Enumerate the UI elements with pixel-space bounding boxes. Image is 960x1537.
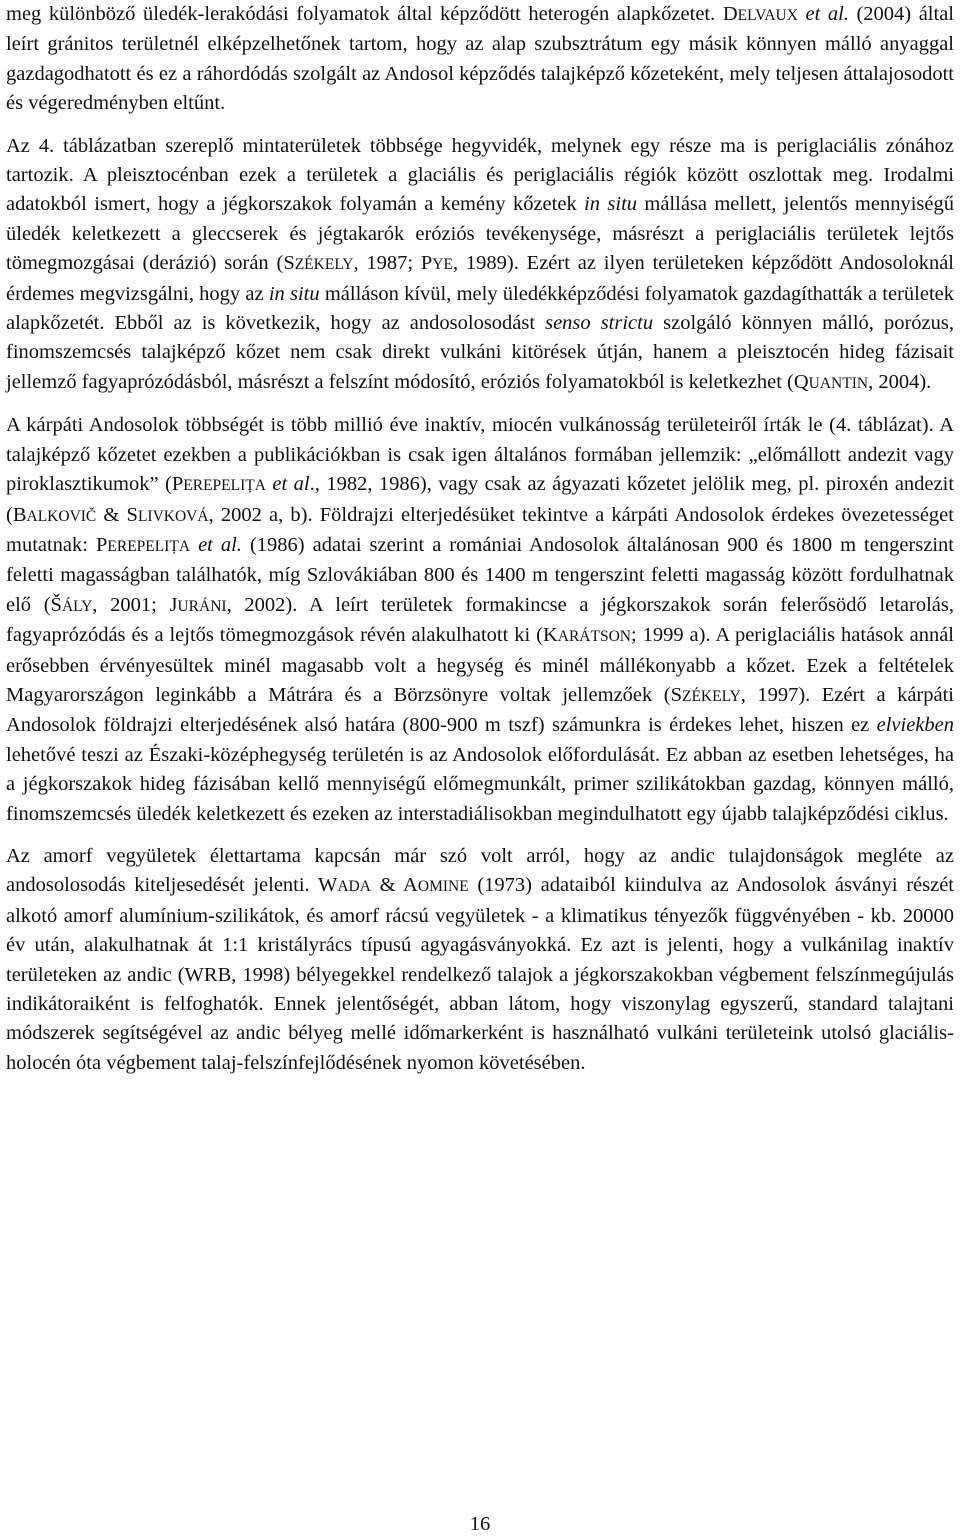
author-smallcaps: ELVAUX: [737, 7, 798, 24]
author-smallcaps: LIVKOVÁ: [137, 507, 209, 525]
author-smallcaps: UANTIN: [808, 374, 869, 392]
text-run: , 2001; J: [92, 593, 178, 616]
text-run: Q: [793, 370, 809, 393]
text-run: meg különböző üledék-lerakódási folyamatok által képződött heterogén alapkőzetet.: [6, 3, 723, 25]
italic-term: in situ: [268, 282, 320, 305]
text-run: D: [722, 3, 738, 25]
author-smallcaps: ÁLY: [61, 597, 93, 615]
author-smallcaps: ARÁTSON: [557, 628, 631, 646]
text-run: , 1997). Ezért a kárpáti Andosolok földrajzi elterjedésének alsó határa (800-900 m tszf) számunkra is érdekes lehet, hiszen ez: [6, 683, 954, 737]
italic-term: senso strictu: [545, 312, 654, 335]
text-run: B: [12, 503, 27, 526]
text-run: K: [542, 624, 558, 647]
italic-term: et al.: [198, 533, 242, 556]
text-run: lehetővé teszi az Északi-középhegység területén is az Andosolok előfordulását. Ez abban az esetben lehetséges, ha a jégkorszakok hideg fázisában kellő mennyiségű előmegmunkált, primer szilikátokban gazdag, könnyen málló, finomszemcsés üledék keletkezett és ezeken az interstadiálisokban megindulhatott egy újabb talajképződési ciklus.: [6, 743, 954, 825]
italic-term: in situ: [584, 193, 638, 216]
paragraph-gap: [6, 119, 954, 132]
author-smallcaps: ALKOVIČ: [26, 507, 97, 525]
paragraph-2: [6, 132, 954, 399]
text-run: & S: [96, 503, 138, 526]
paragraph-gap: [6, 829, 954, 842]
author-smallcaps: EREPELIȚA: [183, 477, 266, 495]
text-run: & A: [370, 874, 418, 897]
text-run: mállása mellett, jelentős mennyiségű üledék keletkezett a gleccserek és jégtakarók eróziós tevékenysége, másrészt a periglaciális területek lejtős tömegmozgásai (derázió) során (: [6, 193, 954, 275]
italic-term: elviekben: [876, 714, 954, 737]
author-smallcaps: YE: [432, 256, 453, 274]
author-smallcaps: EREPELIȚA: [107, 537, 191, 555]
text-run: (2004) által leírt gránitos területnél elképzelhetőnek tartom, hogy az alap szubsztrátum egy másik könnyen málló anyaggal gazdagodhatott és ez a ráhordódás szolgált az Andosol képződés talajképző kőzeteként, mely teljesen áttalajosodott és végeredményben eltűnt.: [6, 3, 954, 115]
text-run: , 2002 a, b). Földrajzi elterjedésüket tekintve a kárpáti Andosolok érdekes övezetességet mutatnak: P: [6, 503, 954, 556]
page-number: 16: [469, 1513, 491, 1535]
text-run: málláson kívül, mely üledékképződési folyamatok gazdagíthatták a területek alapkőzetét. Ebből az is következik, hogy az andosolosodást: [6, 282, 954, 335]
author-smallcaps: OMINE: [417, 878, 469, 896]
text-run: P: [171, 473, 184, 496]
text-run: , 2004).: [868, 370, 932, 393]
paragraph-3: [6, 411, 954, 829]
text-run: [190, 534, 198, 556]
author-smallcaps: ZÉKELY: [294, 256, 354, 274]
italic-term: et al.: [805, 3, 849, 25]
paragraph-4: [6, 842, 954, 1078]
text-run: S: [670, 683, 682, 706]
text-run: S: [283, 252, 295, 275]
text-run: (1986) adatai szerint a romániai Andosolok általánosan 900 és 1800 m tengerszint feletti magasságban találhatók, míg Szlovákiában 800 és 1400 m tengerszint feletti magasság között fordulhatnak elő (Š: [6, 533, 954, 616]
paragraph-gap: [6, 398, 954, 411]
document-body: [6, 0, 954, 1078]
paragraph-1: [6, 0, 954, 119]
text-run: , 1987; P: [353, 252, 433, 275]
text-run: (1973) adataiból kiindulva az Andosolok ásványi részét alkotó amorf alumínium-szilikátok, és amorf rácsú vegyületek - a klimatikus tényezők függvényében - kb. 20000 év után, alakulhatnak át 1:1 kristályrács típusú agyagásványokká. Ez azt is jelenti, hogy a vulkánilag inaktív területeken az andic (WRB, 1998) bélyegekkel rendelkező talajok a jégkorszakokban végbement felszínmegújulás indikátoraiként is felfoghatók. Ennek jelentőségét, abban látom, hogy viszonylag egyszerű, standard talajtani módszerek segítségével az andic bélyeg mellé időmarkerként is használható vulkáni területeink utolsó glaciális- holocén óta végbement talaj-felszínfejlődésének nyomon követésében.: [6, 874, 955, 1074]
text-run: A kárpáti Andosolok többségét is több millió éve inaktív, miocén vulkánosság területeiről írták le (4. táblázat). A talajképző kőzetet ezekben a publikációkban is csak igen általános formában jellemzik: „előmállott andezit vagy piroklasztikumok” (: [6, 414, 954, 496]
author-smallcaps: ZÉKELY: [682, 687, 741, 705]
italic-term: et al: [272, 473, 310, 496]
text-run: , 2002). A leírt területek formakincse a jégkorszakok során felerősödő letarolás, fagyaprózódás és a lejtős tömegmozgások révén alakulhatott ki (: [6, 593, 954, 647]
author-smallcaps: ADA: [337, 878, 371, 896]
text-run: szolgáló könnyen málló, porózus, finomszemcsés talajképző kőzet nem csak direkt vulkáni kitörések útján, hanem a pleisztocén hideg fázisait jellemző fagyaprózódásból, másrészt a felszínt módosító, eróziós folyamatokból is keletkezhet (: [6, 312, 954, 393]
text-run: Az 4. táblázatban szereplő mintaterületek többsége hegyvidék, melynek egy része ma is periglaciális zónához tartozik. A pleisztocénban ezek a területek a glaciális és periglaciális régiók között oszlottak meg. Irodalmi adatokból ismert, hogy a jégkorszakok folyamán a kemény kőzetek: [6, 134, 954, 216]
author-smallcaps: URÁNI: [177, 597, 227, 615]
text-run: ; 1999 a). A periglaciális hatások annál erősebben érvényesültek minél magasabb volt a hegység és minél mállékonyabb a kőzet. Ezek a feltételek Magyarországon leginkább a Mátrára és a Börzsönyre voltak jellemzőek (: [6, 624, 954, 706]
text-run: , 1989). Ezért az ilyen területeken képződött Andosoloknál érdemes megvizsgálni, hogy az: [6, 252, 954, 305]
text-run: ., 1982, 1986), vagy csak az ágyazati kőzetet jelölik meg, pl. piroxén andezit (: [6, 473, 955, 526]
text-run: Az amorf vegyületek élettartama kapcsán már szó volt arról, hogy az andic tulajdonságok megléte az andosolosodás kiteljesedését jelenti. W: [6, 844, 954, 897]
